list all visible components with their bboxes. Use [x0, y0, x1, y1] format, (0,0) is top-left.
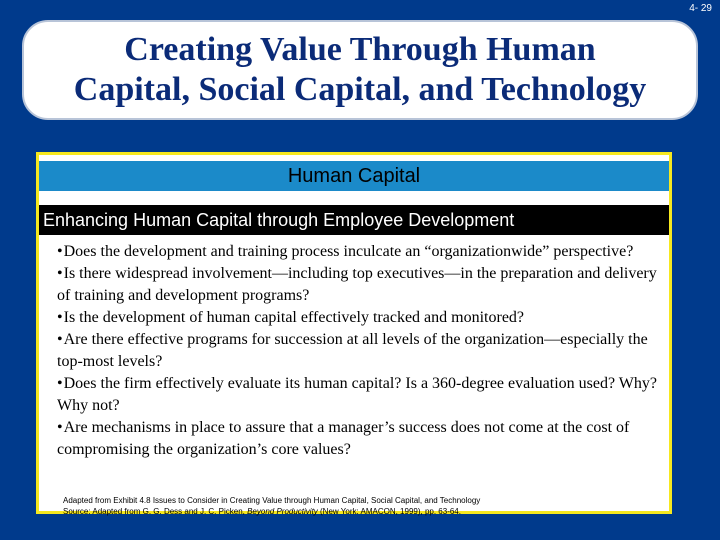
bullet-text: Are mechanisms in place to assure that a manager’s success does not come at the cost of compromising the organization’s core values?	[57, 419, 630, 458]
slide-title-line-2: Capital, Social Capital, and Technology	[73, 71, 647, 108]
section-header: Human Capital	[39, 161, 669, 191]
bullet-text: Are there effective programs for succession at all levels of the organization—especially the top-most levels?	[57, 331, 648, 370]
bullet-item	[57, 373, 669, 417]
bullet-text: Is there widespread involvement—including top executives—in the preparation and delivery of training and development programs?	[57, 265, 657, 304]
content-box	[36, 152, 672, 514]
bullet-icon: •	[57, 243, 63, 260]
source-suffix: (New York: AMACON, 1999), pp. 63-64.	[317, 507, 461, 516]
bullet-icon: •	[57, 265, 63, 282]
bullet-item	[57, 329, 669, 373]
slide-title-line-1: Creating Value Through Human	[124, 31, 596, 68]
bullet-text: Does the development and training process inculcate an “organizationwide” perspective?	[63, 243, 634, 260]
bullet-text: Does the firm effectively evaluate its human capital? Is a 360-degree evaluation used? Why? Why not?	[57, 375, 657, 414]
bullet-item	[57, 263, 669, 307]
subheader: Enhancing Human Capital through Employee Development	[39, 205, 669, 235]
source-line-2	[63, 506, 663, 517]
bullet-item	[57, 307, 669, 329]
bullet-icon: •	[57, 375, 63, 392]
title-box	[22, 20, 698, 120]
bullet-text: Is the development of human capital effectively tracked and monitored?	[63, 309, 525, 326]
bullet-icon: •	[57, 331, 63, 348]
bullet-icon: •	[57, 419, 63, 436]
source-book-title: Beyond Productivity	[247, 507, 318, 516]
bullet-icon: •	[57, 309, 63, 326]
page-number: 4- 29	[689, 3, 712, 14]
source-line-1: Adapted from Exhibit 4.8 Issues to Consider in Creating Value through Human Capital, Social Capital, and Technology	[63, 496, 481, 505]
source-prefix: Source: Adapted from G. G. Dess and J. C. Picken,	[63, 507, 248, 516]
bullet-item	[57, 417, 669, 461]
bullet-item	[57, 241, 669, 263]
bullet-list	[57, 241, 669, 461]
source-note	[63, 495, 663, 517]
